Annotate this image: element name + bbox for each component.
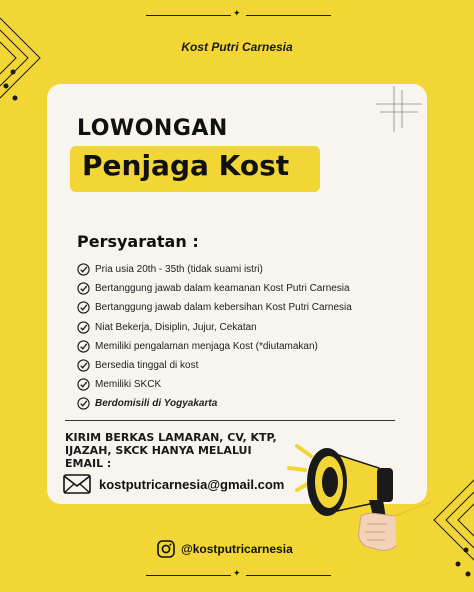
requirement-item xyxy=(77,279,352,298)
requirement-text: Memiliki pengalaman menjaga Kost (*diutamakan) xyxy=(95,340,318,352)
check-circle-icon xyxy=(77,359,90,372)
requirement-text: Bertanggung jawab dalam keamanan Kost Putri Carnesia xyxy=(95,283,350,295)
top-left-rule xyxy=(146,15,231,16)
requirements-list xyxy=(77,260,352,414)
right-geometric-decoration xyxy=(430,470,474,580)
email-contact xyxy=(63,474,284,494)
check-circle-icon xyxy=(77,301,90,314)
requirement-item xyxy=(77,260,352,279)
envelope-icon xyxy=(63,474,91,494)
check-circle-icon xyxy=(77,340,90,353)
brand-name: Kost Putri Carnesia xyxy=(181,40,293,54)
instagram-icon xyxy=(157,540,175,558)
requirement-item xyxy=(77,375,352,394)
bottom-star-ornament: ✦ xyxy=(233,569,241,579)
headline: LOWONGAN xyxy=(77,116,228,141)
instagram-contact xyxy=(157,540,293,558)
check-circle-icon xyxy=(77,378,90,391)
top-star-ornament: ✦ xyxy=(233,9,241,19)
top-right-rule xyxy=(246,15,331,16)
check-circle-icon xyxy=(77,397,90,410)
cta-line: EMAIL : xyxy=(65,457,112,470)
requirement-item xyxy=(77,298,352,317)
bottom-right-rule xyxy=(246,575,331,576)
check-circle-icon xyxy=(77,282,90,295)
left-geometric-decoration xyxy=(0,14,44,114)
requirement-item xyxy=(77,318,352,337)
requirement-text: Niat Bekerja, Disiplin, Jujur, Cekatan xyxy=(95,321,257,333)
cta-line: IJAZAH, SKCK HANYA MELALUI xyxy=(65,444,252,457)
requirement-text: Pria usia 20th - 35th (tidak suami istri) xyxy=(95,264,263,276)
requirement-text: Memiliki SKCK xyxy=(95,379,162,391)
requirement-item xyxy=(77,337,352,356)
megaphone-icon xyxy=(283,420,431,558)
application-instructions xyxy=(65,431,315,470)
requirements-title: Persyaratan : xyxy=(77,232,199,251)
position-title: Penjaga Kost xyxy=(82,149,290,182)
email-link[interactable]: kostputricarnesia@gmail.com xyxy=(99,476,285,492)
requirement-text: Bertanggung jawab dalam kebersihan Kost Putri Carnesia xyxy=(95,302,352,314)
requirement-item xyxy=(77,394,352,413)
requirement-text: Berdomisili di Yogyakarta xyxy=(95,398,218,410)
requirement-text: Bersedia tinggal di kost xyxy=(95,360,199,372)
crosshair-ornament xyxy=(372,84,426,138)
bottom-left-rule xyxy=(146,575,231,576)
cta-line: KIRIM BERKAS LAMARAN, CV, KTP, xyxy=(65,431,277,444)
instagram-handle[interactable]: @kostputricarnesia xyxy=(181,542,293,556)
check-circle-icon xyxy=(77,321,90,334)
requirement-item xyxy=(77,356,352,375)
check-circle-icon xyxy=(77,263,90,276)
